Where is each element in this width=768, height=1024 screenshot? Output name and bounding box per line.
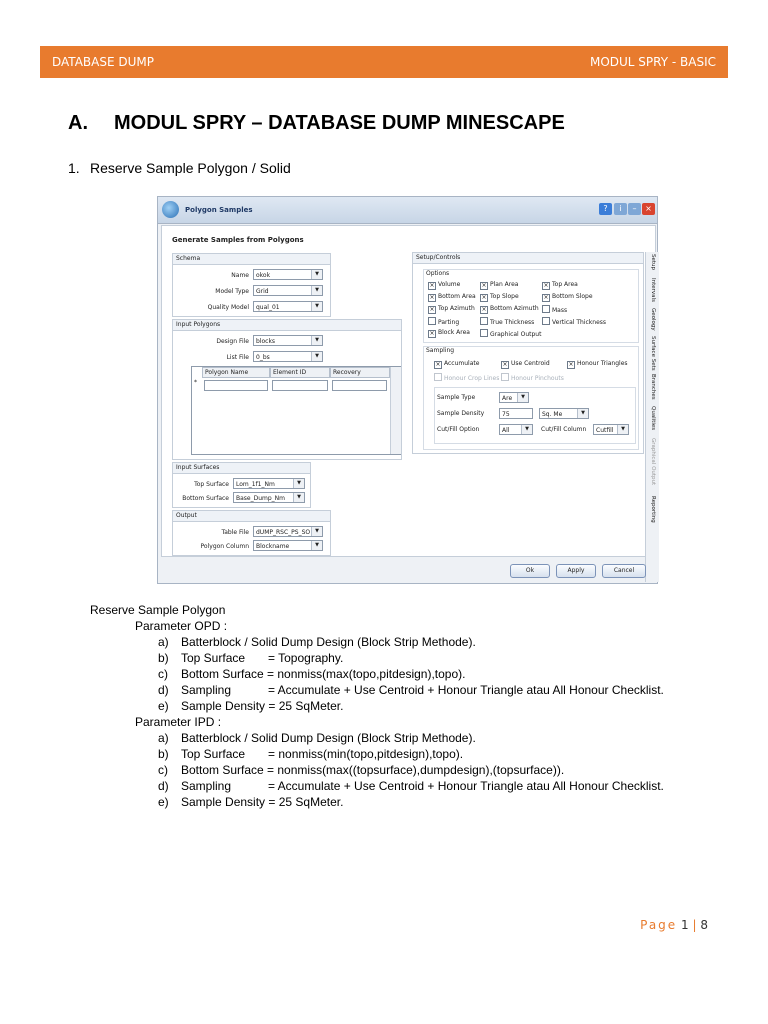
- list-text: Sample Density = 25 SqMeter.: [181, 795, 344, 809]
- page-word: Page: [640, 918, 678, 932]
- app-globe-icon: [162, 201, 179, 218]
- option-checkbox[interactable]: [542, 293, 593, 302]
- polygon-column-label: Polygon Column: [200, 543, 249, 550]
- table-file-label: Table File: [221, 529, 249, 536]
- list-marker: a): [158, 635, 169, 649]
- cutfill-option-label: Cut/Fill Option: [437, 426, 480, 433]
- subheading-marker: 1.: [68, 160, 80, 176]
- heading-marker: A.: [68, 112, 88, 134]
- option-checkbox[interactable]: [480, 305, 539, 314]
- tab-label: Surface Sets: [650, 336, 656, 371]
- option-checkbox[interactable]: [428, 329, 470, 338]
- chevron-down-icon: ▼: [311, 286, 322, 295]
- tab-label: Setup: [650, 254, 656, 271]
- list-text: Batterblock / Solid Dump Design (Block Strip Methode).: [181, 635, 476, 649]
- list-marker: e): [158, 699, 169, 713]
- list-text: Sample Density = 25 SqMeter.: [181, 699, 344, 713]
- list-item: [158, 763, 728, 779]
- list-text: Top Surface: [181, 651, 246, 665]
- option-checkbox[interactable]: [428, 281, 460, 290]
- sample-density-label: Sample Density: [437, 410, 485, 417]
- checked-box-icon: ×: [429, 282, 435, 289]
- cutfill-option-select[interactable]: [499, 424, 533, 435]
- list-value: = nonmiss(min(topo,pitdesign),topo).: [268, 747, 464, 761]
- list-item: [158, 795, 728, 811]
- input-polygons-title: Input Polygons: [173, 320, 401, 331]
- list-marker: c): [158, 667, 168, 681]
- checked-box-icon: ×: [481, 294, 487, 301]
- polygon-name-cell[interactable]: [204, 380, 268, 391]
- option-label: Top Area: [552, 281, 578, 288]
- unchecked-box-icon: [501, 373, 509, 381]
- list-marker: d): [158, 683, 169, 697]
- option-label: Bottom Area: [438, 293, 476, 300]
- sample-type-select[interactable]: [499, 392, 529, 403]
- sampling-checkbox[interactable]: [434, 360, 479, 369]
- option-label: Plan Area: [490, 281, 519, 288]
- bottom-surface-label: Bottom Surface: [182, 495, 229, 502]
- list-marker: d): [158, 779, 169, 793]
- tab-label: Branches: [650, 374, 656, 400]
- unchecked-box-icon: [480, 317, 488, 325]
- chevron-down-icon: ▼: [311, 302, 322, 311]
- list-text: Bottom Surface = nonmiss(max((topsurface),dumpdesign),(topsurface)).: [181, 763, 565, 777]
- list-file-value: 0_bs: [256, 354, 270, 361]
- output-group: [172, 510, 331, 556]
- sampling-checkbox[interactable]: [567, 360, 628, 369]
- grid-col-header: Polygon Name: [202, 367, 270, 378]
- grid-col-header: Element ID: [270, 367, 330, 378]
- help-icon[interactable]: ?: [599, 203, 612, 215]
- checked-box-icon: ×: [543, 282, 549, 289]
- density-unit-value: Sq. Me: [542, 411, 563, 418]
- tab-label: Graphical Output: [650, 438, 656, 486]
- page-footer: Page 1 | 8: [640, 918, 708, 932]
- checked-box-icon: ×: [435, 361, 441, 368]
- page-header: [40, 46, 728, 78]
- option-checkbox[interactable]: [480, 329, 541, 338]
- page-current: 1: [681, 918, 689, 932]
- cutfill-column-label: Cut/Fill Column: [541, 426, 587, 433]
- checked-box-icon: ×: [481, 306, 487, 313]
- name-value: okok: [256, 272, 271, 279]
- sampling-label: Honour Crop Lines: [444, 375, 500, 382]
- option-label: Vertical Thickness: [552, 319, 607, 326]
- cutfill-option-value: All: [502, 427, 510, 434]
- intro-text: Reserve Sample Polygon: [90, 603, 226, 617]
- chevron-down-icon: ▼: [311, 270, 322, 279]
- chevron-down-icon: ▼: [617, 425, 628, 434]
- setup-controls-group: [412, 252, 644, 454]
- quality-model-label: Quality Model: [207, 304, 249, 311]
- list-item: [158, 635, 728, 651]
- bottom-surface-value: Base_Dump_Nm: [236, 495, 286, 502]
- list-file-select[interactable]: [253, 351, 323, 362]
- list-item: [158, 731, 728, 747]
- sampling-label: Honour Triangles: [577, 360, 628, 367]
- chevron-down-icon: ▼: [521, 425, 532, 434]
- checked-box-icon: ×: [429, 294, 435, 301]
- tab-label: Geology: [650, 308, 656, 331]
- chevron-down-icon: ▼: [293, 479, 304, 488]
- option-checkbox[interactable]: [428, 305, 475, 314]
- model-type-select[interactable]: [253, 285, 323, 296]
- density-unit-select[interactable]: [539, 408, 589, 419]
- option-checkbox[interactable]: [428, 293, 476, 302]
- table-file-select[interactable]: [253, 526, 323, 537]
- list-text: Sampling: [181, 779, 232, 793]
- subheading-text: Reserve Sample Polygon / Solid: [90, 160, 291, 176]
- list-value: = Topography.: [268, 651, 344, 665]
- sampling-group: [423, 346, 639, 450]
- list-marker: b): [158, 651, 169, 665]
- cancel-button[interactable]: Cancel: [602, 564, 646, 578]
- apply-button[interactable]: Apply: [556, 564, 596, 578]
- new-row-marker: *: [194, 379, 197, 386]
- header-left: DATABASE DUMP: [52, 55, 154, 69]
- list-item: [158, 651, 728, 667]
- tab-label: Reporting: [650, 496, 656, 523]
- design-file-label: Design File: [216, 338, 249, 345]
- option-checkbox[interactable]: [480, 293, 519, 302]
- option-checkbox[interactable]: [542, 305, 567, 314]
- list-marker: a): [158, 731, 169, 745]
- list-text: Bottom Surface = nonmiss(max(topo,pitdesign),topo).: [181, 667, 466, 681]
- list-item: [158, 779, 728, 795]
- element-id-cell[interactable]: [272, 380, 328, 391]
- design-file-value: blocks: [256, 338, 276, 345]
- polygon-column-select[interactable]: [253, 540, 323, 551]
- checked-box-icon: ×: [429, 306, 435, 313]
- chevron-down-icon: ▼: [311, 336, 322, 345]
- list-text: Sampling: [181, 683, 232, 697]
- tab-label: Qualities: [650, 406, 656, 431]
- unchecked-box-icon: [480, 329, 488, 337]
- top-surface-value: Lom_1f1_Nm: [236, 481, 275, 488]
- input-surfaces-title: Input Surfaces: [173, 463, 310, 474]
- option-checkbox[interactable]: [428, 317, 459, 326]
- ipd-title: Parameter IPD :: [135, 715, 222, 729]
- list-text: Top Surface: [181, 747, 246, 761]
- page-total: 8: [700, 918, 708, 932]
- cutfill-column-value: Cutfill: [596, 427, 614, 434]
- checked-box-icon: ×: [481, 282, 487, 289]
- vertical-tabs: [645, 252, 659, 582]
- info-icon[interactable]: i: [614, 203, 627, 215]
- option-label: Parting: [438, 319, 460, 326]
- input-polygons-group: [172, 319, 402, 460]
- list-item: [158, 699, 728, 715]
- recovery-cell[interactable]: [332, 380, 387, 391]
- options-title: Options: [426, 270, 450, 277]
- close-icon[interactable]: ×: [642, 203, 655, 215]
- option-label: Top Slope: [490, 293, 519, 300]
- sampling-settings: [434, 387, 636, 444]
- option-checkbox[interactable]: [542, 317, 606, 326]
- chevron-down-icon: ▼: [311, 541, 322, 550]
- top-surface-select[interactable]: [233, 478, 305, 489]
- minimize-icon[interactable]: –: [628, 203, 641, 215]
- list-value: = Accumulate + Use Centroid + Honour Triangle atau All Honour Checklist.: [268, 779, 664, 793]
- option-label: Block Area: [438, 329, 470, 336]
- option-label: Volume: [438, 281, 461, 288]
- options-group: [423, 269, 639, 343]
- header-right: MODUL SPRY - BASIC: [589, 55, 716, 69]
- dialog-body: [161, 225, 656, 557]
- input-surfaces-group: [172, 462, 311, 508]
- checked-box-icon: ×: [429, 330, 435, 337]
- setup-title: Setup/Controls: [413, 253, 643, 264]
- option-label: Bottom Slope: [552, 293, 593, 300]
- opd-title: Parameter OPD :: [135, 619, 228, 633]
- checked-box-icon: ×: [543, 294, 549, 301]
- unchecked-box-icon: [428, 317, 436, 325]
- name-label: Name: [231, 272, 249, 279]
- list-item: [158, 747, 728, 763]
- chevron-down-icon: ▼: [577, 409, 588, 418]
- sample-type-label: Sample Type: [437, 394, 476, 401]
- sampling-checkbox: [501, 373, 564, 382]
- option-label: Bottom Azimuth: [490, 305, 539, 312]
- polygon-column-value: Blockname: [256, 543, 290, 550]
- grid-scrollbar[interactable]: [390, 367, 401, 454]
- cutfill-column-select[interactable]: [593, 424, 629, 435]
- checked-box-icon: ×: [568, 361, 574, 368]
- grid-col-header: Recovery: [330, 367, 390, 378]
- chevron-down-icon: ▼: [311, 527, 322, 536]
- option-checkbox[interactable]: [480, 281, 518, 290]
- list-item: [158, 667, 728, 683]
- chevron-down-icon: ▼: [517, 393, 528, 402]
- list-marker: b): [158, 747, 169, 761]
- unchecked-box-icon: [434, 373, 442, 381]
- sampling-checkbox[interactable]: [501, 360, 550, 369]
- dialog-section-title: Generate Samples from Polygons: [172, 236, 304, 244]
- list-file-label: List File: [226, 354, 249, 361]
- schema-title: Schema: [173, 254, 330, 265]
- unchecked-box-icon: [542, 317, 550, 325]
- dialog-titlebar: [158, 197, 657, 224]
- polygon-grid: [191, 366, 401, 455]
- bottom-surface-select[interactable]: [233, 492, 305, 503]
- model-type-value: Grid: [256, 288, 269, 295]
- list-value: = Accumulate + Use Centroid + Honour Triangle atau All Honour Checklist.: [268, 683, 664, 697]
- model-type-label: Model Type: [215, 288, 249, 295]
- option-checkbox[interactable]: [542, 281, 578, 290]
- quality-model-value: qual_01: [256, 304, 280, 311]
- sampling-checkbox: [434, 373, 499, 382]
- list-item: [158, 683, 728, 699]
- ok-button[interactable]: Ok: [510, 564, 550, 578]
- option-checkbox[interactable]: [480, 317, 534, 326]
- chevron-down-icon: ▼: [293, 493, 304, 502]
- sample-density-input[interactable]: [499, 408, 533, 419]
- tab-label: Intervals: [650, 278, 656, 302]
- option-label: True Thickness: [490, 319, 535, 326]
- table-file-value: dUMP_RSC_PS_SO: [256, 529, 311, 536]
- unchecked-box-icon: [542, 305, 550, 313]
- chevron-down-icon: ▼: [311, 352, 322, 361]
- heading-text: MODUL SPRY – DATABASE DUMP MINESCAPE: [114, 112, 565, 134]
- design-file-select[interactable]: [253, 335, 323, 346]
- list-marker: e): [158, 795, 169, 809]
- sampling-label: Honour Pinchouts: [511, 375, 564, 382]
- sample-density-value: 75: [502, 411, 510, 418]
- option-label: Graphical Output: [490, 331, 542, 338]
- sample-type-value: Are: [502, 395, 513, 402]
- list-marker: c): [158, 763, 168, 777]
- section-heading: [68, 112, 565, 135]
- option-label: Top Azimuth: [438, 305, 475, 312]
- quality-model-select[interactable]: [253, 301, 323, 312]
- sampling-label: Use Centroid: [511, 360, 550, 367]
- polygon-samples-dialog: [157, 196, 658, 584]
- list-text: Batterblock / Solid Dump Design (Block Strip Methode).: [181, 731, 476, 745]
- schema-group: [172, 253, 331, 317]
- option-label: Mass: [552, 307, 568, 314]
- checked-box-icon: ×: [502, 361, 508, 368]
- dialog-title: Polygon Samples: [185, 206, 253, 214]
- name-select[interactable]: [253, 269, 323, 280]
- subsection-heading: [68, 160, 291, 176]
- output-title: Output: [173, 511, 330, 522]
- sampling-label: Accumulate: [444, 360, 480, 367]
- top-surface-label: Top Surface: [194, 481, 229, 488]
- sampling-title: Sampling: [426, 347, 455, 354]
